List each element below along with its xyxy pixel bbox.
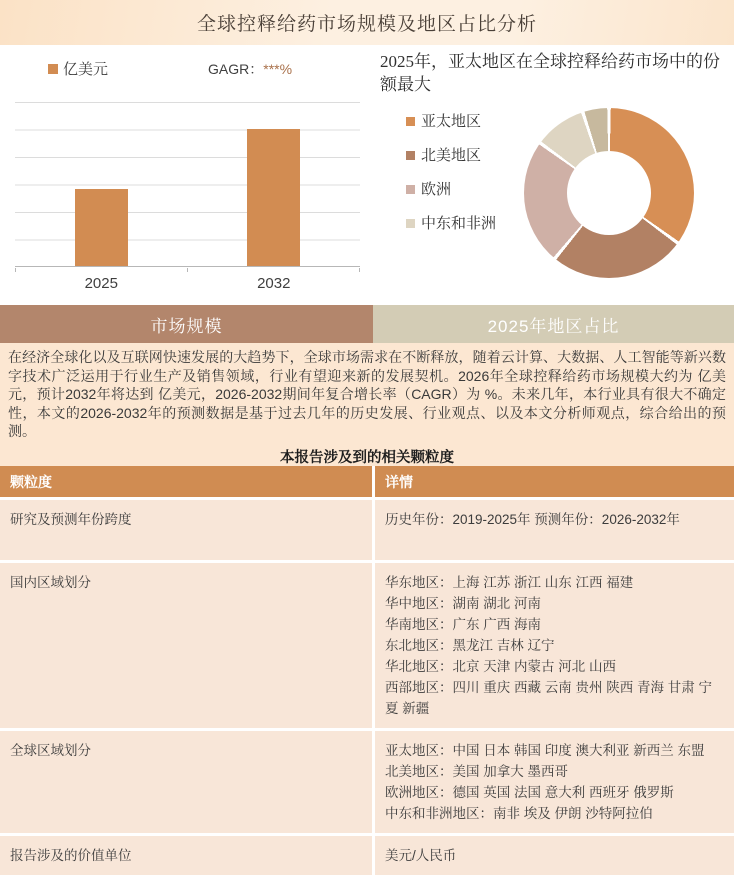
- pie-legend-label: 北美地区: [421, 147, 482, 164]
- pie-legend-label: 中东和非洲: [421, 215, 497, 232]
- table-row: [0, 836, 734, 875]
- bar-slot: [15, 102, 188, 266]
- table-heading: 本报告涉及到的相关颗粒度: [280, 449, 454, 466]
- bar-slot: [188, 102, 361, 266]
- x-axis-labels: [15, 275, 360, 292]
- pie-legend-label: 亚太地区: [421, 113, 482, 130]
- legend-marker-icon: [406, 117, 415, 126]
- detail-cell: [375, 731, 734, 833]
- detail-line: 亚太地区：中国 日本 韩国 印度 澳大利亚 新西兰 东盟: [385, 743, 705, 758]
- detail-line: 华南地区：广东 广西 海南: [385, 617, 542, 632]
- bar-chart-legend: [48, 58, 362, 79]
- granularity-cell: 全球区域划分: [0, 731, 372, 833]
- intro-section: [0, 343, 734, 466]
- granularity-cell: 研究及预测年份跨度: [0, 500, 372, 560]
- donut-chart: [524, 108, 694, 278]
- detail-cell: [375, 563, 734, 728]
- granularity-cell: 报告涉及的价值单位: [0, 836, 372, 875]
- cagr-text: [208, 59, 292, 79]
- detail-line: 北美地区：美国 加拿大 墨西哥: [385, 764, 569, 779]
- detail-cell: [375, 500, 734, 560]
- pie-legend: [406, 112, 518, 248]
- pie-legend-item: [406, 112, 518, 131]
- charts-section: [0, 45, 734, 305]
- bar-2025: [75, 189, 128, 266]
- x-tick-label: 2025: [84, 275, 118, 292]
- pie-legend-item: [406, 146, 518, 165]
- detail-cell: [375, 836, 734, 875]
- granularity-cell: 国内区域划分: [0, 563, 372, 728]
- header-cell-granularity: 颗粒度: [0, 466, 372, 497]
- tab-market-size[interactable]: 市场规模: [0, 305, 373, 343]
- donut-hole: [567, 151, 651, 235]
- pie-chart-title: 2025年，亚太地区在全球控释给药市场中的份额最大: [380, 52, 720, 94]
- table-row: [0, 563, 734, 728]
- detail-line: 华中地区：湖南 湖北 河南: [385, 596, 542, 611]
- bar-chart-panel: [0, 45, 372, 305]
- bar-2032: [247, 129, 300, 266]
- pie-legend-item: [406, 180, 518, 199]
- pie-legend-item: [406, 214, 518, 233]
- cagr-value: ***%: [263, 60, 293, 77]
- x-axis-ticks: [15, 268, 360, 272]
- tab-region-share[interactable]: 2025年地区占比: [373, 305, 734, 343]
- legend-marker-icon: [48, 64, 58, 74]
- pie-chart-panel: [372, 45, 734, 305]
- detail-line: 东北地区：黑龙江 吉林 辽宁: [385, 638, 555, 653]
- table-row: [0, 731, 734, 833]
- header-cell-detail: 详情: [375, 466, 734, 497]
- section-tabs: [0, 305, 734, 343]
- legend-marker-icon: [406, 185, 415, 194]
- granularity-table: [0, 466, 734, 875]
- legend-marker-icon: [406, 219, 415, 228]
- pie-chart-area: [380, 96, 726, 296]
- detail-line: 华东地区：上海 江苏 浙江 山东 江西 福建: [385, 575, 634, 590]
- bar-plot-area: [15, 102, 360, 267]
- table-header-row: [0, 466, 734, 497]
- intro-paragraph: 在经济全球化以及互联网快速发展的大趋势下，全球市场需求在不断释放，随着云计算、大数据、人工智能等新兴数字技术广泛运用于行业生产及销售领域，行业有望迎来新的发展契机。2026年全球控释给药市场规模大约为 亿美元，预计2032年将达到 亿美元，2026-2032期间年复合增长率（CAGR）为 %。未来几年，本行业具有很大不确定性，本文的2026-2032年的预测数据是基于过去几年的历史发展、行业观点、以及本文分析师观点，综合给出的预测。: [8, 349, 726, 439]
- table-row: [0, 500, 734, 560]
- detail-line: 中东和非洲地区：南非 埃及 伊朗 沙特阿拉伯: [385, 806, 653, 821]
- page-title: 全球控释给药市场规模及地区占比分析: [0, 0, 734, 45]
- detail-line: 历史年份：2019-2025年 预测年份：2026-2032年: [385, 512, 680, 527]
- legend-marker-icon: [406, 151, 415, 160]
- detail-line: 华北地区：北京 天津 内蒙古 河北 山西: [385, 659, 617, 674]
- detail-line: 欧洲地区：德国 英国 法国 意大利 西班牙 俄罗斯: [385, 785, 674, 800]
- pie-legend-label: 欧洲: [421, 181, 452, 198]
- detail-line: 美元/人民币: [385, 848, 457, 863]
- detail-line: 西部地区：四川 重庆 西藏 云南 贵州 陕西 青海 甘肃 宁夏 新疆: [385, 680, 713, 716]
- x-tick-label: 2032: [257, 275, 291, 292]
- cagr-label: GAGR：: [208, 60, 264, 77]
- bar-legend-label: 亿美元: [63, 61, 109, 78]
